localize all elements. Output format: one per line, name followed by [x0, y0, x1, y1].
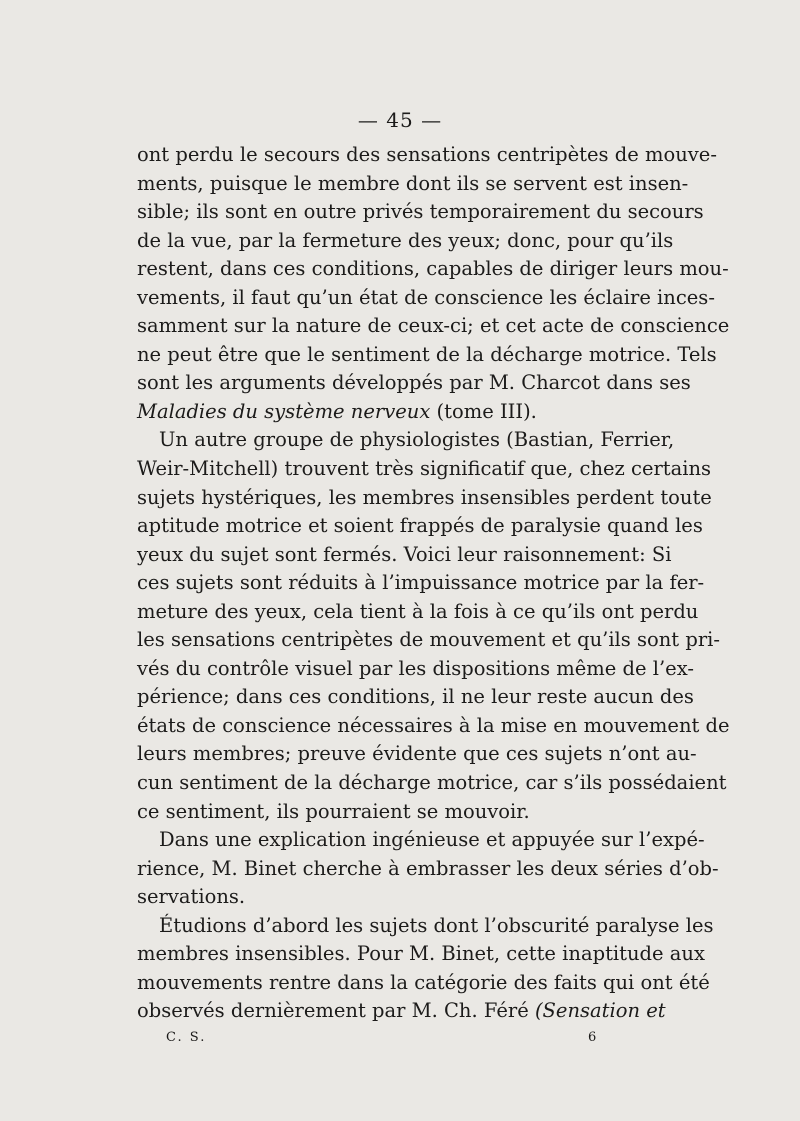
text-line: cun sentiment de la décharge motrice, car s’ils possédaient: [137, 771, 727, 795]
text-line: Un autre groupe de physiologistes (Bastian, Ferrier,: [159, 428, 675, 452]
text-line: samment sur la nature de ceux-ci; et cet acte de conscience: [137, 314, 730, 338]
text-line: vés du contrôle visuel par les dispositions même de l’ex-: [137, 656, 694, 680]
text-line: sible; ils sont en outre privés temporairement du secours: [137, 200, 704, 224]
italic-span: (Sensation et: [534, 999, 666, 1023]
text-line: ont perdu le secours des sensations centripètes de mouve-: [137, 143, 717, 166]
text-line: Dans une explication ingénieuse et appuyée sur l’expé-: [159, 828, 705, 852]
body-text: [137, 141, 730, 1026]
text-line: [137, 398, 637, 427]
signature-number: 6: [588, 1030, 599, 1045]
italic-span: Maladies du système nerveux: [137, 399, 431, 423]
text-line: Weir-Mitchell) trouvent très significatif que, chez certains: [137, 457, 712, 481]
text-line: ne peut être que le sentiment de la décharge motrice. Tels: [137, 342, 717, 366]
page-number: — 45 —: [357, 108, 443, 132]
text-line: de la vue, par la fermeture des yeux; donc, pour qu’ils: [137, 228, 674, 252]
text-line: sujets hystériques, les membres insensibles perdent toute: [137, 485, 712, 509]
text-line: les sensations centripètes de mouvement et qu’ils sont pri-: [137, 628, 720, 652]
printer-signature-mark: C. S.: [166, 1030, 207, 1045]
text-line: restent, dans ces conditions, capables de diriger leurs mou-: [137, 257, 729, 281]
text-line: périence; dans ces conditions, il ne leur reste aucun des: [137, 685, 694, 709]
text-line: leurs membres; preuve évidente que ces sujets n’ont au-: [137, 742, 697, 766]
text-line: servations.: [137, 885, 246, 909]
text-line: aptitude motrice et soient frappés de paralysie quand les: [137, 514, 703, 538]
text-span: (tome III).: [430, 399, 537, 423]
text-span: observés dernièrement par M. Ch. Féré: [137, 999, 535, 1023]
text-line: rience, M. Binet cherche à embrasser les deux séries d’ob-: [137, 856, 719, 880]
text-line: sont les arguments développés par M. Charcot dans ses: [137, 371, 691, 395]
text-line: membres insensibles. Pour M. Binet, cette inaptitude aux: [137, 942, 705, 966]
text-line: ments, puisque le membre dont ils se servent est insen-: [137, 171, 689, 195]
text-line: Étudions d’abord les sujets dont l’obscurité paralyse les: [159, 913, 714, 937]
text-line: meture des yeux, cela tient à la fois à ce qu’ils ont perdu: [137, 599, 699, 623]
text-line: mouvements rentre dans la catégorie des faits qui ont été: [137, 970, 710, 994]
text-line: vements, il faut qu’un état de conscience les éclaire inces-: [137, 285, 715, 309]
text-line: [137, 997, 666, 1026]
text-line: ce sentiment, ils pourraient se mouvoir.: [137, 799, 530, 823]
text-line: yeux du sujet sont fermés. Voici leur raisonnement: Si: [137, 542, 672, 566]
text-line: états de conscience nécessaires à la mise en mouvement de: [137, 713, 730, 737]
text-line: ces sujets sont réduits à l’impuissance motrice par la fer-: [137, 571, 705, 595]
